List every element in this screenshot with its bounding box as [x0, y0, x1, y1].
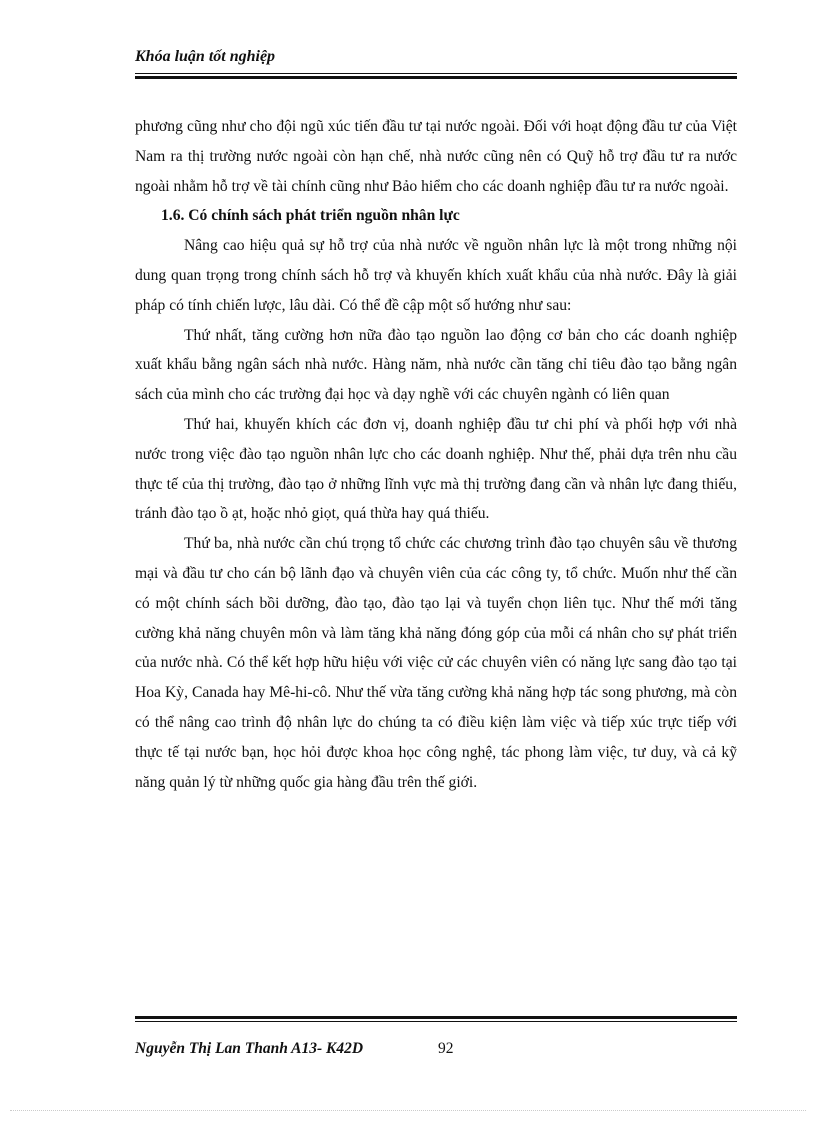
- footer-author: Nguyễn Thị Lan Thanh A13- K42D: [135, 1040, 364, 1057]
- footer-rule-thick: [135, 1016, 737, 1019]
- header-rule-thick: [135, 76, 737, 79]
- page-number: 92: [438, 1040, 454, 1057]
- body-text: [135, 112, 737, 797]
- paragraph-first-point: Thứ nhất, tăng cường hơn nữa đào tạo nguồn lao động cơ bản cho các doanh nghiệp xuất khẩu bằng ngân sách nhà nước. Hàng năm, nhà nước cần tăng chỉ tiêu đào tạo bằng ngân sách của mình cho các trường đại học và dạy nghề với các chuyên ngành có liên quan: [135, 326, 737, 404]
- page-bottom-divider: [10, 1110, 806, 1111]
- footer-rule-thin: [135, 1021, 737, 1022]
- header-rule-thin: [135, 73, 737, 74]
- section-heading: 1.6. Có chính sách phát triển nguồn nhân lực: [161, 207, 460, 225]
- running-header-title: Khóa luận tốt nghiệp: [135, 48, 276, 65]
- paragraph-third-point: Thứ ba, nhà nước cần chú trọng tổ chức các chương trình đào tạo chuyên sâu về thương mại và đầu tư cho cán bộ lãnh đạo và chuyên viên của các công ty, tổ chức. Muốn như thế cần có một chính sách bồi dưỡng, đào tạo, đào tạo lại và tuyển chọn liên tục. Như thế mới tăng cường khả năng chuyên môn và làm tăng khả năng đóng góp của mỗi cá nhân cho sự phát triển của nước nhà. Có thể kết hợp hữu hiệu với việc cử các chuyên viên có năng lực sang đào tạo tại Hoa Kỳ, Canada hay Mê-hi-cô. Như thế vừa tăng cường khả năng hợp tác song phương, mà còn có thể nâng cao trình độ nhân lực do chúng ta có điều kiện làm việc và tiếp xúc trực tiếp với thực tế tại nước bạn, học hỏi được khoa học công nghệ, tác phong làm việc, tư duy, và cả kỹ năng quản lý từ những quốc gia hàng đầu trên thế giới.: [135, 535, 737, 791]
- paragraph-continuation: phương cũng như cho đội ngũ xúc tiến đầu tư tại nước ngoài. Đối với hoạt động đầu tư của Việt Nam ra thị trường nước ngoài còn hạn chế, nhà nước cũng nên có Quỹ hỗ trợ đầu tư ra nước ngoài nhằm hỗ trợ về tài chính cũng như Bảo hiểm cho các doanh nghiệp đầu tư ra nước ngoài.: [135, 118, 737, 195]
- paragraph-intro: Nâng cao hiệu quả sự hỗ trợ của nhà nước về nguồn nhân lực là một trong những nội dung quan trọng trong chính sách hỗ trợ và khuyến khích xuất khẩu của nhà nước. Đây là giải pháp có tính chiến lược, lâu dài. Có thể đề cập một số hướng như sau:: [135, 237, 737, 314]
- paragraph-second-point: Thứ hai, khuyến khích các đơn vị, doanh nghiệp đầu tư chi phí và phối hợp với nhà nước trong việc đào tạo nguồn nhân lực cho các doanh nghiệp. Như thế, phải dựa trên nhu cầu thực tế của thị trường, đào tạo ở những lĩnh vực mà thị trường đang cần và nhân lực đang thiếu, tránh đào tạo ồ ạt, hoặc nhỏ giọt, quá thừa hay quá thiếu.: [135, 415, 737, 523]
